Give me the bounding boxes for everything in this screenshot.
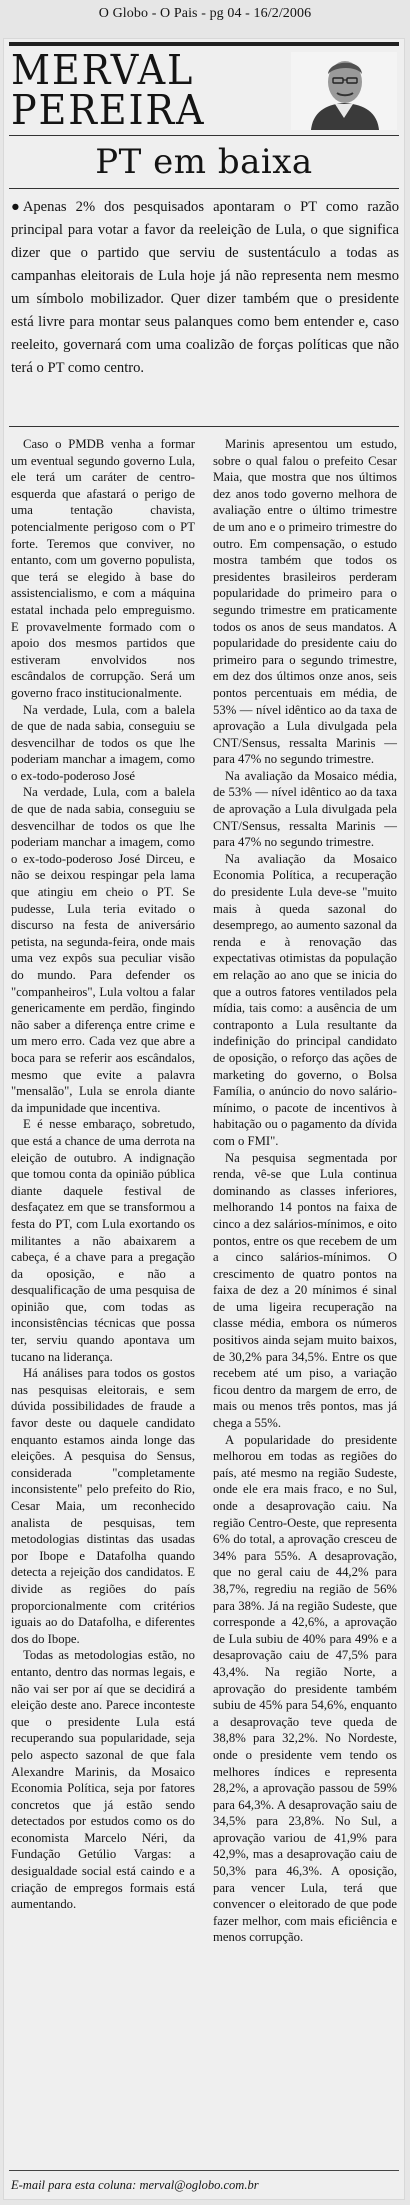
author-photo [291, 52, 397, 130]
bullet-icon: ● [11, 199, 20, 215]
paragraph: Há análises para todos os gostos nas pesquisas eleitorais, e sem dúvida possibilidades de fraude a favor deste ou daquele candidato enquanto estamos ainda longe das eleições. A pesquisa do Sensus, considerada "completamente inconsistente" pelo prefeito do Rio, Cesar Maia, um reconhecido analista de pesquisas, tem metodologias distintas das usadas por Ibope e Datafolha quando detecta a rejeição dos candidatos. E divide as regiões do país proporcionalmente com critérios iguais ao do Datafolha, e diferentes dos do Ibope. [11, 1366, 195, 1646]
headline-rule-top [9, 135, 399, 136]
paragraph: Na avaliação da Mosaico Economia Política, a recuperação do presidente Lula deve-se "muito mais à queda sazonal do desemprego, ao aumento sazonal da renda e à renovação das expectativas otimistas da população em relação ao ano que se inicia do que a outros fatores ventilados pela mídia, tais como: a ausência de um contraponto a Lula resultante da indefinição do principal candidato de oposição, o reforço das ações de marketing do governo, o Bolsa Família, o anúncio do novo salário-mínimo, o pacote de incentivos à habitação ou o pagamento da dívida com o FMI". [213, 851, 397, 1148]
lead-text: Apenas 2% dos pesquisados apontaram o PT como razão principal para votar a favor da reeleição de Lula, o que significa dizer que o partido que serviu de sustentáculo a todas as campanhas eleitorais de Lula hoje já não representa nem mesmo um símbolo mobilizador. Quer dizer também que o presidente está livre para montar seus palanques como bem entender e, caso reeleito, governará com uma coalizão de forças políticas que não terá o PT como centro. [11, 199, 399, 376]
author-last-name: PEREIRA [11, 86, 206, 134]
paragraph: Marinis apresentou um estudo, sobre o qual falou o prefeito Cesar Maia, que mostra que nos últimos dez anos todo governo melhora de avaliação entre o último trimestre de um ano e o primeiro trimestre do outro. Em compensação, o estudo mostra também que todos os presidentes brasileiros perderam popularidade do primeiro para o segundo trimestre em praticamente todos os anos de seus mandatos. A popularidade do presidente caiu do primeiro para o segundo trimestre, em dez dos últimos onze anos, seis pontos percentuais em média, de 53% — nível idêntico ao da taxa de aprovação a Lula divulgada pela CNT/Sensus, ressalta Marinis — para 47% no segundo trimestre. [213, 437, 397, 767]
newspaper-clipping [3, 38, 405, 2200]
lead-rule [9, 426, 399, 427]
paragraph: Todas as metodologias estão, no entanto, dentro das normas legais, e não vai ser por aí que se decidirá a eleição deste ano. Parece inconteste que o presidente Lula está recuperando sua popularidade, seja pelo aspecto sazonal de que fala Alexandre Marinis, da Mosaico Economia Política, seja por fatores concretos que já estão sendo detectados por estudos como os do economista Marcelo Néri, da Fundação Getúlio Vargas: a desigualdade social está caindo e a criação de empregos formais está aumentando. [11, 1648, 195, 1912]
paragraph: Na avaliação da Mosaico média, de 53% — nível idêntico ao da taxa de aprovação a Lula divulgada pela CNT/Sensus, ressalta Marinis — para 47% no segundo trimestre. [213, 768, 397, 850]
article-headline: PT em baixa [95, 142, 313, 182]
paragraph: Na pesquisa segmentada por renda, vê-se que Lula continua dominando as classes inferiores, melhorando 14 pontos na faixa de cinco a dez salários-mínimos, e oito pontos, entre os que recebem de um a cinco salários-mínimos. O crescimento de quatro pontos na faixa de dez a 20 mínimos é sinal de uma ligeira recuperação na classe média, embora os números positivos ainda sejam muito baixos, de 30,2% para 34,5%. Entre os que recebem até um piso, a variação ficou dentro da margem de erro, de mais ou menos três pontos, mas já chega a 55%. [213, 1150, 397, 1431]
text-column-right [213, 436, 397, 1946]
page-header: O Globo - O Pais - pg 04 - 16/2/2006 [98, 6, 312, 21]
text-column-left [11, 436, 195, 1913]
article-lead [11, 196, 399, 380]
author-first-name: MERVAL [11, 46, 195, 94]
paragraph: Na verdade, Lula, com a balela de que de nada sabia, conseguiu se desvencilhar de todos os que lhe poderiam manchar a imagem, como o ex-todo-poderoso José [11, 702, 195, 783]
author-name [11, 46, 261, 134]
paragraph: E é nesse embaraço, sobretudo, que está a chance de uma derrota na eleição de outubro. A indignação que tomou conta da opinião pública diante daquele festival de desfaçatez em que se transformou a festa do PT, com Lula exortando os militantes a não abaixarem a cabeça, é a chave para a pregação da oposição, e não a desqualificação de uma pesquisa de opinião que, com todas as inconsistências técnicas que possa ter, serviu quando apontava um tucano na liderança. [11, 1117, 195, 1364]
paragraph: Caso o PMDB venha a formar um eventual segundo governo Lula, ele terá um caráter de centro-esquerda que afastará o perigo de uma tentação chavista, potencialmente perigoso com o PT forte. Teremos que conviver, no entanto, com um governo populista, que terá se elegido à base do assistencialismo, e com a máquina estatal inchada pelo empreguismo. E provavelmente formado com o apoio dos mesmos partidos que estiveram envolvidos nos escândalos de corrupção. Será um governo fraco institucionalmente. [11, 437, 195, 700]
footer-rule [9, 2170, 399, 2171]
paragraph: A popularidade do presidente melhorou em todas as regiões do país, até mesmo na região Sudeste, onde ele era mais fraco, e no Sul, onde a desaprovação caiu. Na região Centro-Oeste, que representa 6% do total, a aprovação cresceu de 34% para 55%. A desaprovação, que no geral caiu de 44,2% para 38,7%, regrediu na região de 56% para 38%. Já na região Sudeste, que corresponde a 42,6%, a aprovação de Lula subiu de 40% para 49% e a desaprovação caiu de 47,5% para 43,4%. Na região Norte, a aprovação do presidente também subiu de 45% para 54,6%, enquanto a desaprovação teve queda de 38,8% para 32,2%. No Nordeste, onde o presidente vem tendo os melhores índices e representa 28,2%, a aprovação passou de 59% para 64,3%. A desaprovação saiu de 34,5% para 23,8%. No Sul, a aprovação variou de 41,9% para 42,9%, mas a desaprovação caiu de 50,3% para 46,3%. A oposição, para vencer Lula, terá que convencer o eleitorado de que pode fazer melhor, com mais eficiência e menos corrupção. [213, 1432, 397, 1945]
paragraph: Na verdade, Lula, com a balela de que de nada sabia, conseguiu se desvencilhar de todos os que lhe poderiam manchar a imagem, como o ex-todo-poderoso José Dirceu, e não se deixou respingar pela lama que atingiu em cheio o PT. Se pudesse, Lula teria evitado o discurso na festa de aniversário petista, na segunda-feira, onde mais uma vez expôs sua peculiar visão do mundo. Para defender os "companheiros", Lula voltou a falar genericamente em perdão, fingindo não saber a diferença entre crime e um mero erro. Cada vez que abre a boca para se referir aos escândalos, mesmo que evite a palavra "mensalão", Lula se enrola diante da impunidade que incentiva. [11, 785, 195, 1115]
author-portrait-image [291, 52, 397, 130]
footer-email: E-mail para esta coluna: merval@oglobo.com.br [11, 2178, 259, 2192]
headline-rule-bottom [9, 188, 399, 189]
